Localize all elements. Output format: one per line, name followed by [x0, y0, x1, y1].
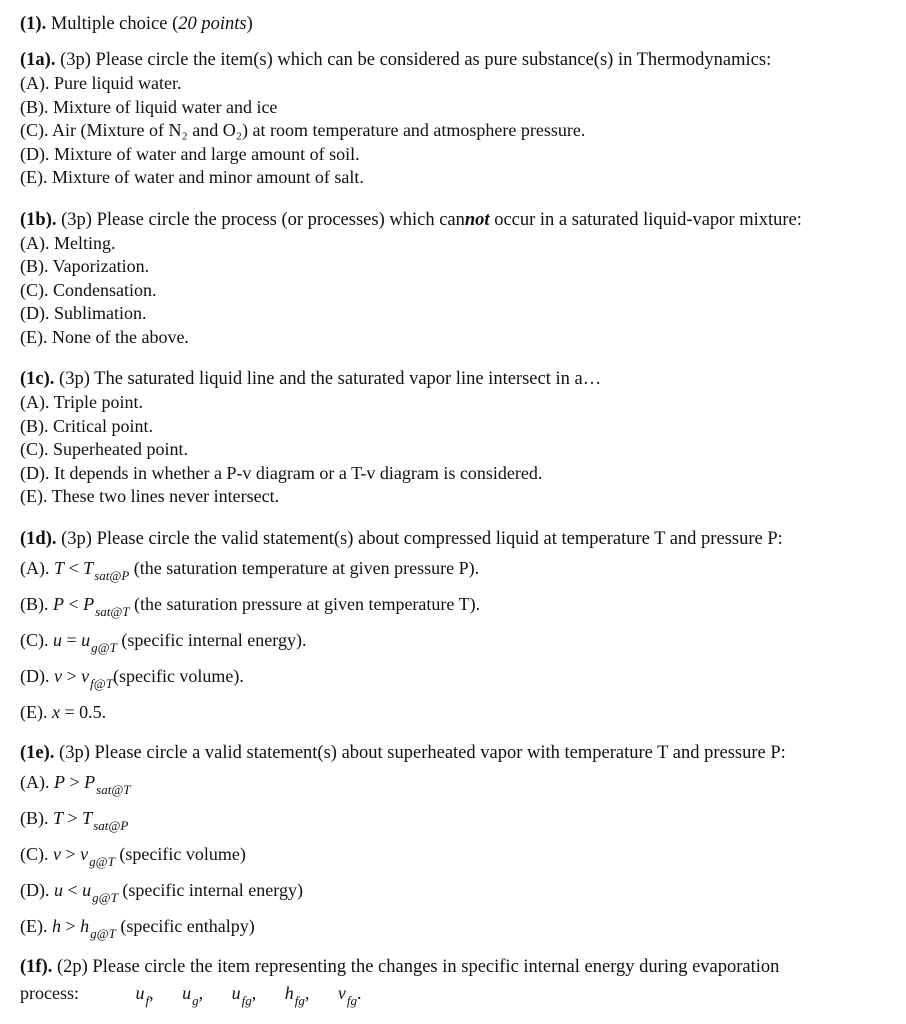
- section-heading: (1). Multiple choice (20 points): [20, 14, 253, 34]
- option-1e-a: (A). $P > P_{sat@T}$: [20, 771, 131, 797]
- option-1e-c: (C). $v > v_{g@T}$ (specific volume): [20, 843, 246, 869]
- option-1c-b: (B). Critical point.: [20, 415, 153, 436]
- option-1b-d: (D). Sublimation.: [20, 303, 147, 323]
- option-1e-d: (D). $u < u_{g@T}$ (specific internal energy): [20, 879, 303, 905]
- option-1d-d: (D). $v > v_{f@T}(specific$ volume).: [20, 665, 244, 691]
- option-1a-d: (D). Mixture of water and large amount of soil.: [20, 143, 360, 164]
- question-1f-items: process: $u_f$, $u_g$, $u_{fg}$, $h_{fg}$, $v_{fg}$.: [20, 982, 362, 1008]
- question-1b: [20, 208, 900, 350]
- section-number: (1).: [20, 14, 47, 34]
- option-1a-e: (E). Mixture of water and minor amount of salt.: [20, 167, 364, 187]
- option-1c-a: (A). Triple point.: [20, 392, 144, 412]
- option-1c-c: (C). Superheated point.: [20, 439, 188, 459]
- question-1a: [20, 48, 900, 190]
- option-1a-b: (B). Mixture of liquid water and ice: [20, 96, 278, 117]
- question-1e-title: (1e). (3p) Please circle a valid statement(s) about superheated vapor with temperature T and pressure P:: [20, 742, 786, 763]
- option-1d-e: (E). x = 0.5.: [20, 701, 107, 722]
- question-1d-title: (1d). (3p) Please circle the valid statement(s) about compressed liquid at temperature T and pressure P:: [20, 528, 783, 549]
- option-1c-d: (D). It depends in whether a P-v diagram or a T-v diagram is considered.: [20, 462, 543, 483]
- question-1e: [20, 741, 900, 945]
- option-1c-e: (E). These two lines never intersect.: [20, 486, 280, 506]
- option-1b-e: (E). None of the above.: [20, 326, 189, 347]
- option-1d-c: (C). $u = u_{g@T}$ (specific internal energy).: [20, 629, 307, 655]
- question-1b-title: (1b). (3p) Please circle the process (or processes) which cannot occur in a saturated liquid-vapor mixture:: [20, 209, 802, 230]
- option-1a-a: (A). Pure liquid water.: [20, 73, 182, 93]
- question-1f-title: (1f). (2p) Please circle the item representing the changes in specific internal energy during evaporation: [20, 956, 780, 977]
- option-1d-a: (A). $T < T_{sat@P}$ (the saturation temperature at given pressure P).: [20, 557, 480, 583]
- emphasis-not: not: [464, 209, 490, 230]
- option-1b-a: (A). Melting.: [20, 232, 116, 253]
- question-1a-title: (1a). (3p) Please circle the item(s) which can be considered as pure substance(s) in Thermodynamics:: [20, 50, 772, 70]
- question-1f: [20, 955, 900, 1009]
- option-1e-b: (B). $T > T_{sat@P}$: [20, 807, 129, 833]
- question-1d: [20, 527, 900, 729]
- question-1c-title: (1c). (3p) The saturated liquid line and the saturated vapor line intersect in a…: [20, 369, 602, 389]
- option-1e-e: (E). $h > h_{g@T}$ (specific enthalpy): [20, 915, 255, 941]
- question-1c: [20, 367, 900, 509]
- option-1d-b: (B). $P < P_{sat@T}$ (the saturation pressure at given temperature T).: [20, 593, 481, 619]
- section-points: 20 points: [178, 14, 247, 34]
- process-label: process:: [20, 982, 79, 1003]
- option-1b-c: (C). Condensation.: [20, 279, 157, 300]
- exam-page: [20, 12, 900, 1009]
- option-1a-c: (C). Air (Mixture of N₂ and O₂) at room temperature and atmosphere pressure.: [20, 120, 586, 140]
- option-1b-b: (B). Vaporization.: [20, 256, 150, 276]
